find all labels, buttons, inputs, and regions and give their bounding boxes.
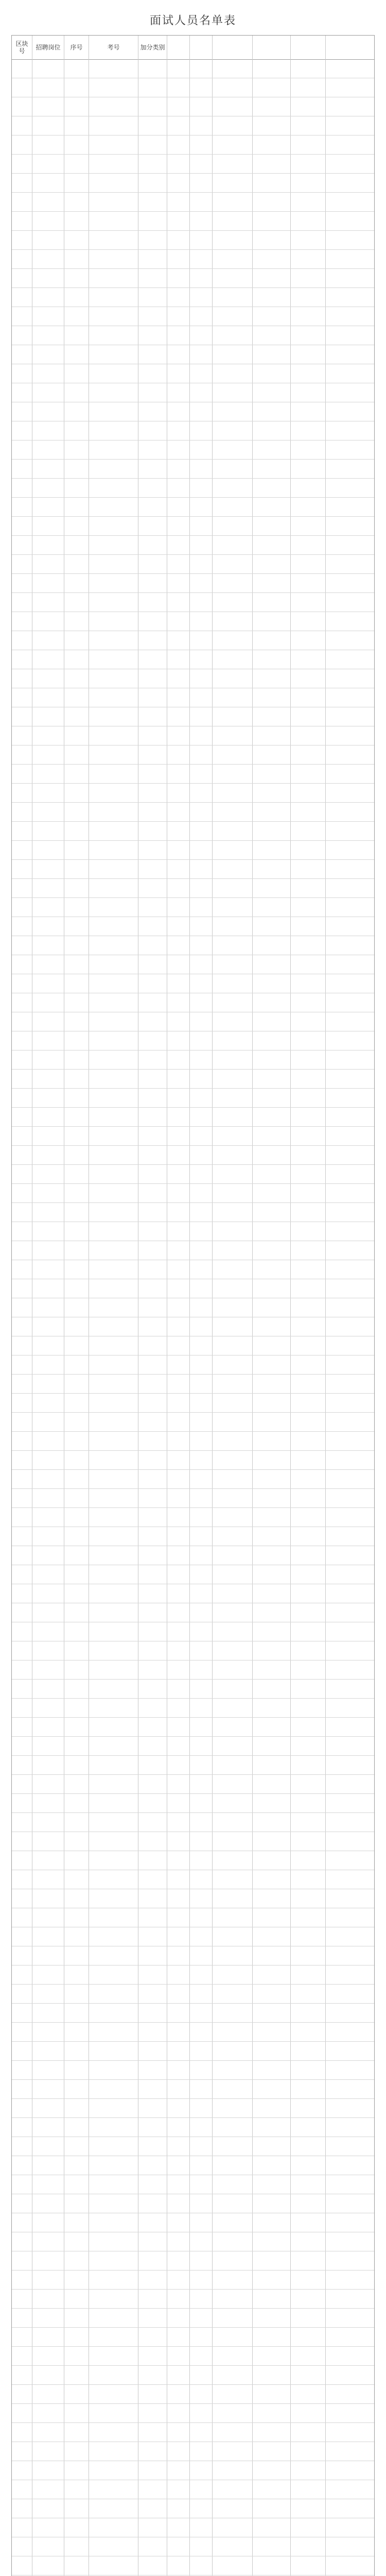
table-header-cell: 招聘岗位 xyxy=(32,36,64,59)
table-header-cell xyxy=(213,36,253,59)
table-header-cell: 序号 xyxy=(64,36,89,59)
table-header-cell: 加分类别 xyxy=(138,36,167,59)
candidate-table xyxy=(11,35,375,2576)
table-header-cell xyxy=(291,36,326,59)
table-header-cell: 考号 xyxy=(89,36,138,59)
table-header-row xyxy=(12,36,374,60)
table-header-cell xyxy=(253,36,291,59)
document-title: 面试人员名单表 xyxy=(149,14,236,27)
table-header-cell xyxy=(167,36,190,59)
table-body xyxy=(12,59,374,2576)
table-header-cell xyxy=(326,36,375,59)
table-header-cell: 区块号 xyxy=(12,36,32,59)
table-header-cell xyxy=(190,36,213,59)
